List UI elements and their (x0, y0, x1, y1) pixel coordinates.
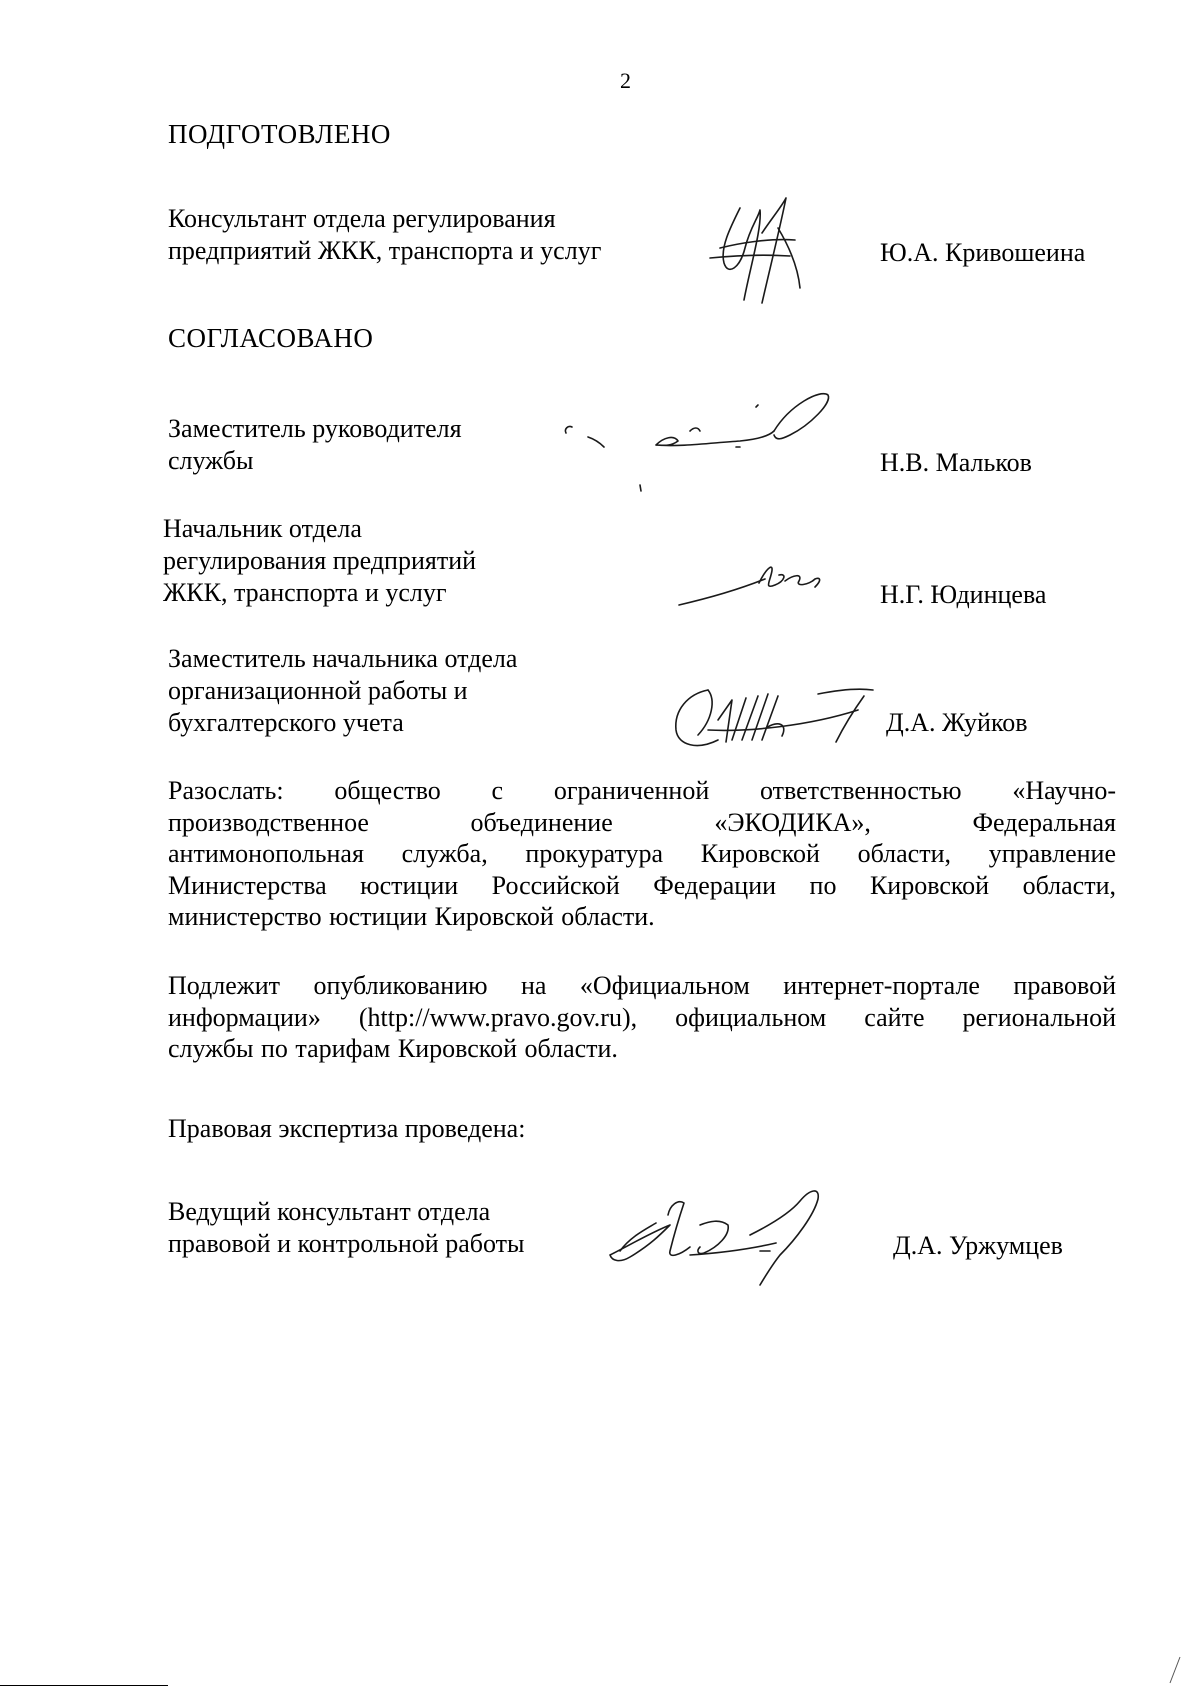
agreed-signer-2-position-line-2: регулирования предприятий (163, 546, 477, 575)
publication-line-1: Подлежит опубликованию на «Официальном интернет-портале правовой (168, 971, 1116, 1000)
legal-review-name: Д.А. Уржумцев (893, 1231, 1063, 1260)
distribution-line-1: Разослать: общество с ограниченной ответственностью «Научно- (168, 776, 1116, 805)
legal-review-heading: Правовая экспертиза проведена: (168, 1114, 526, 1143)
page-number: 2 (620, 68, 631, 93)
prepared-heading: ПОДГОТОВЛЕНО (168, 119, 391, 149)
agreed-signer-2-position-line-1: Начальник отдела (163, 514, 362, 543)
agreed-signer-3-position-line-2: организационной работы и (168, 676, 468, 705)
agreed-signer-2-position-line-3: ЖКК, транспорта и услуг (163, 578, 447, 607)
distribution-line-3: антимонопольная служба, прокуратура Кировской области, управление (168, 839, 1116, 868)
signature-zhuykov (668, 680, 888, 760)
distribution-line-5: министерство юстиции Кировской области. (168, 902, 655, 931)
distribution-line-2: производственное объединение «ЭКОДИКА», Федеральная (168, 807, 1116, 837)
signature-malkov (560, 385, 850, 495)
publication-line-2: информации» (http://www.pravo.gov.ru), официальном сайте региональной (168, 1002, 1116, 1032)
agreed-signer-1-name: Н.В. Мальков (880, 448, 1032, 477)
agreed-signer-1-position-line-1: Заместитель руководителя (168, 414, 462, 443)
agreed-signer-3-position-line-1: Заместитель начальника отдела (168, 644, 518, 673)
footnote-rule (0, 1685, 168, 1686)
scan-mark (1168, 1655, 1182, 1690)
prepared-position-line-1: Консультант отдела регулирования (168, 204, 556, 233)
agreed-signer-1-position-line-2: службы (168, 446, 254, 475)
distribution-line-4: Министерства юстиции Российской Федерации по Кировской области, (168, 870, 1116, 900)
agreed-signer-3-name: Д.А. Жуйков (886, 708, 1028, 737)
signature-krivosheina (700, 188, 810, 318)
prepared-position-line-2: предприятий ЖКК, транспорта и услуг (168, 236, 602, 265)
signature-urzhumtsev (600, 1185, 860, 1295)
signature-yudintseva (675, 555, 825, 615)
legal-review-position-line-2: правовой и контрольной работы (168, 1229, 525, 1258)
prepared-name: Ю.А. Кривошеина (880, 238, 1086, 267)
agreed-signer-2-name: Н.Г. Юдинцева (880, 580, 1047, 609)
legal-review-position-line-1: Ведущий консультант отдела (168, 1197, 491, 1226)
distribution-paragraph (168, 775, 1116, 933)
publication-line-3: службы по тарифам Кировской области. (168, 1034, 618, 1063)
agreed-heading: СОГЛАСОВАНО (168, 323, 374, 353)
agreed-signer-3-position-line-3: бухгалтерского учета (168, 708, 404, 737)
publication-paragraph (168, 970, 1116, 1065)
